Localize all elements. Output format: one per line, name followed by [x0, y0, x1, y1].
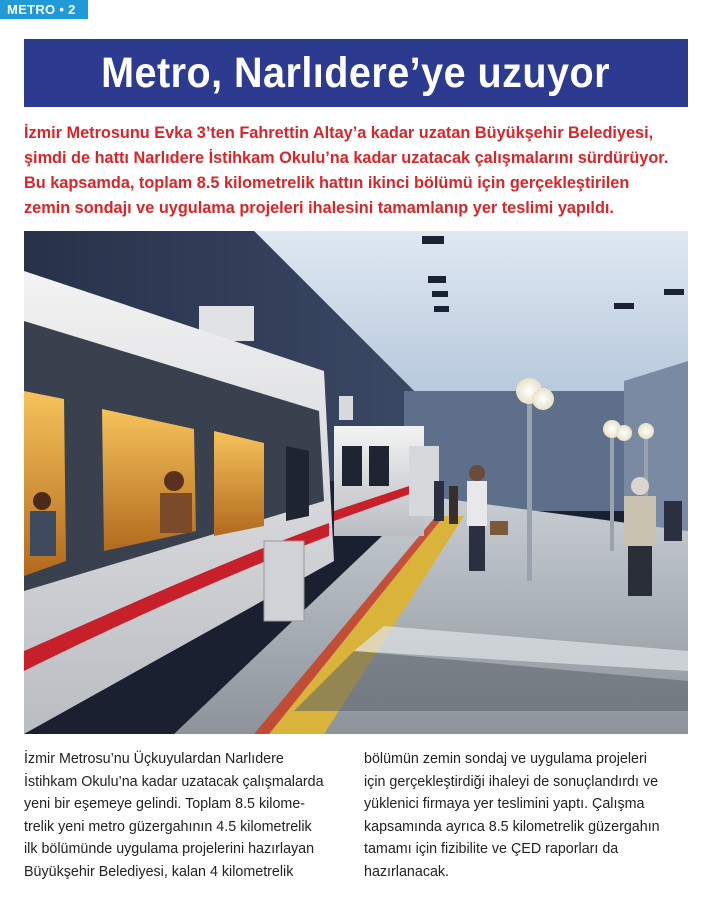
lead-line: Bu kapsamda, toplam 8.5 kilometrelik hattın ikinci bölümü için gerçekleştirilen [24, 174, 630, 192]
lead-paragraph [24, 121, 688, 221]
metro-station-photo [24, 231, 688, 734]
lead-line: İzmir Metrosunu Evka 3’ten Fahrettin Altay’a kadar uzatan Büyükşehir Belediyesi, [24, 124, 654, 142]
body-column-left [24, 748, 346, 883]
body-line: hazırlanacak. [364, 863, 450, 880]
body-line: tamamı için fizibilite ve ÇED raporları da [364, 841, 619, 857]
body-column-right [364, 748, 686, 883]
body-line: yeni bir eşemeye gelindi. Toplam 8.5 kilome- [24, 796, 306, 812]
body-line: yüklenici firmaya yer teslimini yaptı. Çalışma [364, 796, 645, 812]
body-line: İzmir Metrosu’nu Üçkuyulardan Narlıdere [24, 751, 284, 767]
body-line: için gerçekleştirdiği ihaleyi de sonuçlandırdı ve [364, 773, 659, 790]
headline: Metro, Narlıdere’ye uzuyor [101, 48, 611, 97]
lead-line: şimdi de hattı Narlıdere İstihkam Okulu’na kadar uzatacak çalışmalarını sürdürüyor. [24, 149, 669, 167]
lead-line: zemin sondajı ve uygulama projeleri ihalesini tamamlanıp yer teslimi yapıldı. [24, 199, 614, 217]
body-line: bölümün zemin sondaj ve uygulama projeleri [364, 751, 647, 767]
body-line: trelik yeni metro güzergahının 4.5 kilometrelik [24, 818, 312, 835]
section-tag: METRO • 2 [0, 0, 88, 19]
body-line: Büyükşehir Belediyesi, kalan 4 kilometrelik [24, 863, 294, 880]
body-line: kapsamında ayrıca 8.5 kilometrelik güzergahın [364, 818, 660, 835]
headline-bar [24, 39, 688, 107]
body-line: İstihkam Okulu’na kadar uzatacak çalışmalarda [24, 773, 324, 790]
body-line: ilk bölümünde uygulama projelerini hazırlayan [24, 841, 315, 857]
